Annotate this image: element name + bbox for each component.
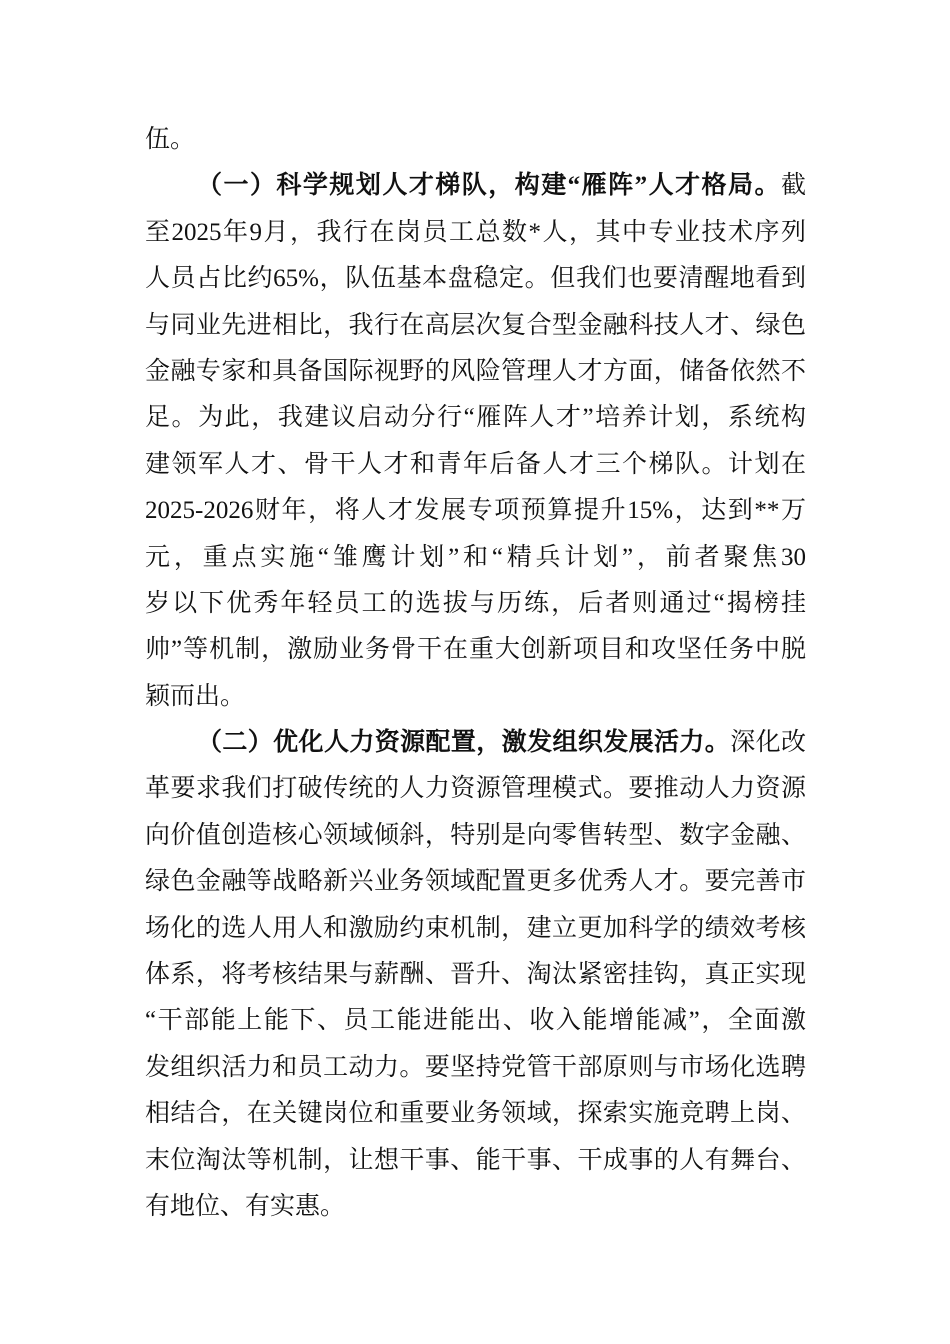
paragraph-line: 场化的选人用人和激励约束机制，建立更加科学的绩效考核	[145, 914, 806, 942]
paragraph-line: 向价值创造核心领域倾斜，特别是向零售转型、数字金融、	[145, 821, 806, 849]
paragraph-line: 建领军人才、骨干人才和青年后备人才三个梯队。计划在	[145, 450, 806, 478]
paragraph-line: 帅”等机制，激励业务骨干在重大创新项目和攻坚任务中脱	[145, 636, 806, 664]
paragraph-line: 革要求我们打破传统的人力资源管理模式。要推动人力资源	[145, 775, 806, 803]
paragraph-line: “干部能上能下、员工能进能出、收入能增能减”，全面激	[145, 1007, 806, 1035]
paragraph-line: 深化改	[730, 729, 806, 757]
paragraph-line: 有地位、有实惠。	[145, 1192, 346, 1220]
paragraph-line: 体系，将考核结果与薪酬、晋升、淘汰紧密挂钩，真正实现	[145, 961, 806, 989]
paragraph-line: 相结合，在关键岗位和重要业务领域，探索实施竞聘上岗、	[145, 1100, 806, 1128]
section-heading-line	[145, 163, 806, 209]
section-heading-1: （一）科学规划人才梯队，构建“雁阵”人才格局。	[197, 172, 781, 200]
paragraph-line: 末位淘汰等机制，让想干事、能干事、干成事的人有舞台、	[145, 1146, 806, 1174]
paragraph-line: 发组织活力和员工动力。要坚持党管干部原则与市场化选聘	[145, 1053, 806, 1081]
paragraph-line: 绿色金融等战略新兴业务领域配置更多优秀人才。要完善市	[145, 868, 806, 896]
document-page	[145, 117, 806, 1230]
paragraph-line: 人员占比约65%，队伍基本盘稳定。但我们也要清醒地看到	[145, 265, 806, 293]
paragraph-line: 足。为此，我建议启动分行“雁阵人才”培养计划，系统构	[145, 404, 806, 432]
section-heading-2: （二）优化人力资源配置，激发组织发展活力。	[197, 729, 731, 757]
paragraph-line: 截	[780, 172, 806, 200]
paragraph-line: 颖而出。	[145, 682, 246, 710]
paragraph-line: 岁以下优秀年轻员工的选拔与历练，后者则通过“揭榜挂	[145, 589, 806, 617]
paragraph-line: 与同业先进相比，我行在高层次复合型金融科技人才、绿色	[145, 311, 806, 339]
paragraph-line: 元，重点实施“雏鹰计划”和“精兵计划”，前者聚焦30	[145, 543, 806, 571]
paragraph-line: 伍。	[145, 126, 196, 153]
paragraph-line: 金融专家和具备国际视野的风险管理人才方面，储备依然不	[145, 357, 806, 385]
paragraph-line: 至2025年9月，我行在岗员工总数*人，其中专业技术序列	[145, 218, 806, 246]
paragraph-line: 2025-2026财年，将人才发展专项预算提升15%，达到**万	[145, 497, 806, 525]
section-heading-line	[145, 720, 806, 766]
